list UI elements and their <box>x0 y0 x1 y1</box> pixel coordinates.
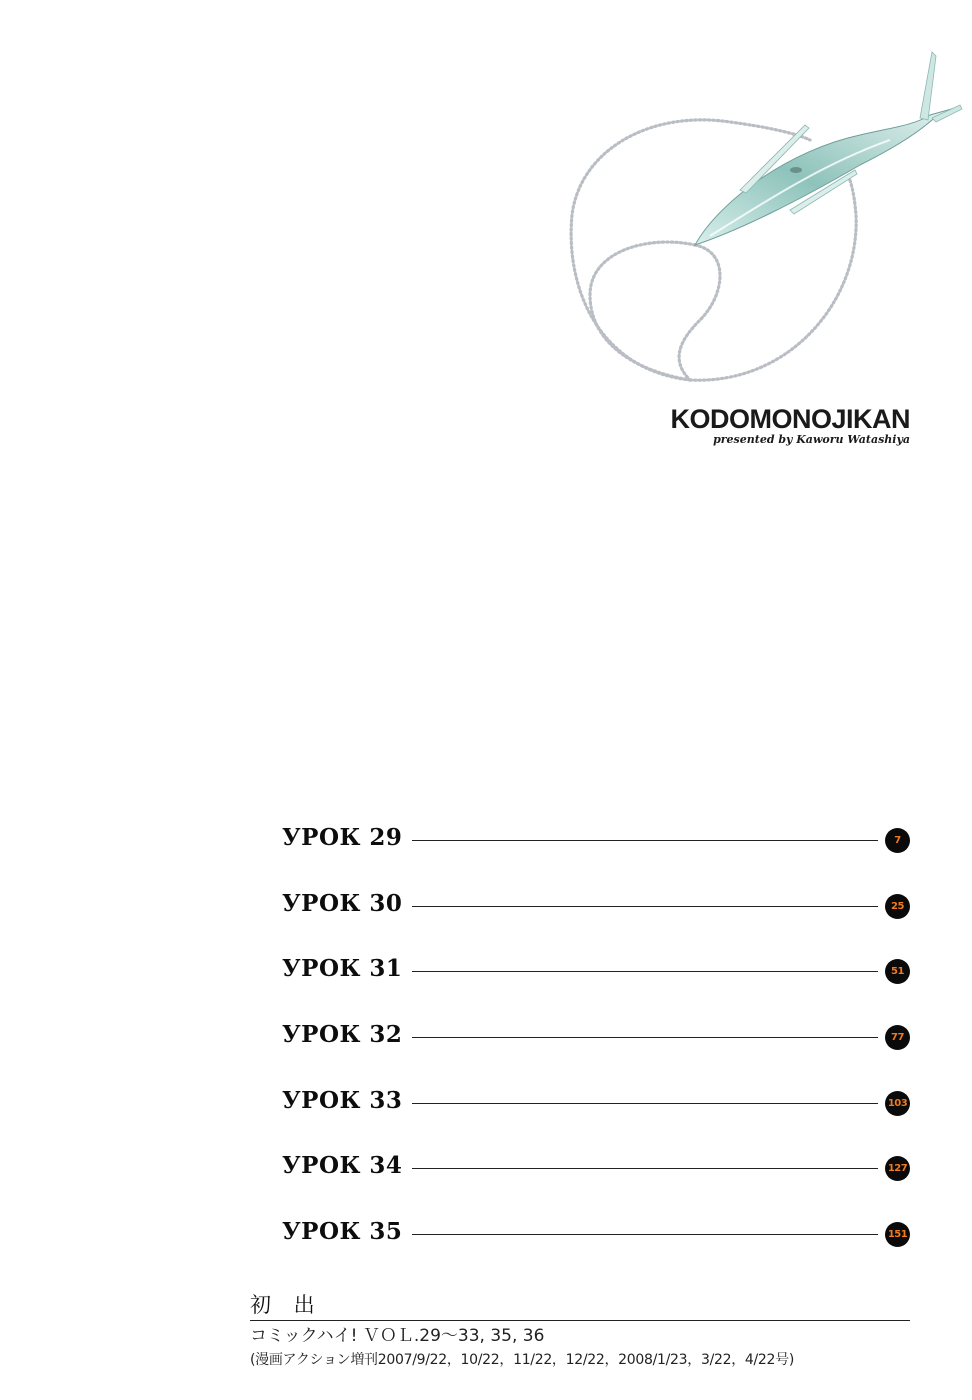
first-appearance-section <box>250 1292 910 1369</box>
toc-entry-29[interactable] <box>282 815 914 881</box>
toc-leader-line <box>412 1234 878 1235</box>
toc-leader-line <box>412 1103 878 1104</box>
page-number-badge: 127 <box>885 1156 910 1181</box>
toc-label: УРОК 30 <box>282 889 403 917</box>
toc-entry-30[interactable] <box>282 881 914 947</box>
publication-dates: (漫画アクション増刊2007/9/22，10/22，11/22，12/22，2008/1/23，3/22，4/22号) <box>250 1352 795 1368</box>
toc-entry-31[interactable] <box>282 946 914 1012</box>
page-number-badge: 25 <box>885 894 910 919</box>
toc-entry-33[interactable] <box>282 1078 914 1144</box>
toc-leader-line <box>412 1037 878 1038</box>
magazine-volumes: コミックハイ! ＶＯＬ.29～33, 35, 36 <box>250 1326 545 1346</box>
toc-leader-line <box>412 840 878 841</box>
book-title: KODOMONOJIKAN <box>670 404 910 434</box>
toc-label: УРОК 29 <box>282 824 403 851</box>
toc-label: УРОК 33 <box>282 1086 403 1114</box>
first-appearance-heading: 初 出 <box>250 1292 910 1321</box>
fish-pendant-necklace-icon <box>560 40 972 400</box>
table-of-contents <box>282 815 914 1275</box>
toc-leader-line <box>412 971 878 972</box>
toc-leader-line <box>412 906 878 907</box>
toc-entry-35[interactable] <box>282 1209 914 1275</box>
page-number-badge: 77 <box>885 1025 910 1050</box>
toc-label: УРОК 35 <box>282 1218 403 1246</box>
page-number-badge: 51 <box>885 959 910 984</box>
toc-entry-34[interactable] <box>282 1143 914 1209</box>
fish-pendant <box>695 52 962 245</box>
toc-label: УРОК 32 <box>282 1021 403 1049</box>
author-credit: presented by Kaworu Watashiya <box>713 433 910 446</box>
toc-entry-32[interactable] <box>282 1012 914 1078</box>
brand-block <box>600 404 910 446</box>
page-number-badge: 151 <box>885 1222 910 1247</box>
toc-leader-line <box>412 1168 878 1169</box>
toc-label: УРОК 34 <box>282 1152 403 1180</box>
page-number-badge: 7 <box>885 828 910 853</box>
page-number-badge: 103 <box>885 1091 910 1116</box>
toc-label: УРОК 31 <box>282 955 403 983</box>
